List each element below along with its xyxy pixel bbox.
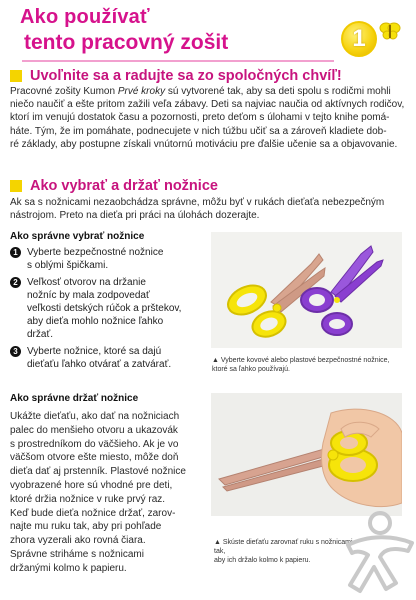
section-title: Uvoľnite sa a radujte sa zo spoločných chvíľ! [30,68,342,84]
text-line: s oblými špičkami. [27,260,109,271]
text-line: Ak sa s nožnicami nezaobchádza správne, môžu byť v rukách dieťaťa nebezpečným [10,197,385,208]
text-line: ktoré sa ľahko používajú. [212,366,290,373]
text-line: dieťa dať aj prstenník. Plastové nožnice [10,466,186,478]
section-square-icon [10,70,22,82]
book-title: Prvé kroky [117,86,166,97]
text-line: Pracovné zošity Kumon [10,86,116,97]
text-line: Vyberte bezpečnostné nožnice [27,247,164,258]
text-line: aby ich držalo kolmo k papieru. [214,557,311,564]
section-heading-relax [10,68,342,84]
section-heading-scissors [10,178,218,194]
text-line: veľkosti detských rúčok a prštekov, [27,303,182,314]
text-line: ktoré držia nožnice v ruke prvý raz. [10,493,166,505]
choose-steps [10,246,200,375]
text-line: Keď bude dieťa nožnice držať, zarov- [10,507,176,519]
hold-heading: Ako správne držať nožnice [10,393,139,404]
title-underline [22,60,334,62]
text-line: Správne strihá​me s nožnicami [10,548,144,560]
text-line: ▲ Skúste dieťaťu zarovnať ruku s nožnicami tak, [214,539,353,555]
step-number: 3 [10,346,21,357]
text-line: ▲ Vyberte kovové alebo plastové bezpečnostné nožnice, [212,357,390,364]
text-line: háte. Tým, že im pomáhate, podnecujete v nich túžbu učiť sa a zároveň kladiete dob- [10,125,387,137]
hold-paragraph [10,410,208,576]
intro-paragraph [10,85,406,151]
page-title-line1: Ako používať [20,6,150,28]
text-line: držanými kolmo k papieru. [10,562,127,574]
text-line: Veľkosť otvorov na držanie [27,277,146,288]
text-line: zhora vyzerali ako rovná čiara. [10,535,146,547]
page-number-badge: 1 [341,21,377,57]
text-line: palec do menšieho otvoru a ukazovák [10,424,178,436]
step-number: 1 [10,247,21,258]
text-line: dieťaťu ľahko otvárať a zatvárať. [27,359,172,370]
text-line: nástrojom. Preto na dieťa pri práci na úlohách dozerajte. [10,210,260,222]
text-line: Vyberte nožnice, ktoré sa dajú [27,346,162,357]
scissors-photo [211,232,402,348]
scissors-intro [10,196,406,222]
step-item [10,276,200,341]
photo-caption-1 [212,356,404,374]
text-line: nožníc by mala zodpovedať [27,290,150,301]
text-line: aby dieťa mohlo nožnice ľahko [27,316,164,327]
hand-scissors-photo [211,393,402,516]
text-line: niečo naučiť a ešte pritom zažili veľa zábavy. Deti sa najviac naučia od aktívnych rodičov, [10,99,405,111]
text-line: ré základy, aby postupne získali vnútornú motiváciu pre ďalšie učenie sa a objavovanie. [10,138,398,150]
text-line: väčšom otvore ešte miesto, môže doň [10,452,179,464]
page-title-line2: tento pracovný zošit [24,31,229,54]
section-title: Ako vybrať a držať nožnice [30,178,218,194]
hand-illustration [211,393,402,516]
text-line: vyobrazené hore sú vhodné pre deti, [10,479,173,491]
butterfly-icon [379,21,401,41]
kumon-figure-icon [338,505,416,600]
text-line: s prostredníkom do väčšieho. Ak je vo [10,438,179,450]
step-item [10,345,200,371]
text-line: sú vytvorené tak, aby sa deti spolu s rodičmi mohli [167,86,391,97]
choose-heading: Ako správne vybrať nožnice [10,231,145,242]
text-line: držať. [27,329,53,340]
text-line: Ukážte dieťaťu, ako dať na nožniciach [10,411,180,422]
step-number: 2 [10,277,21,288]
section-square-icon [10,180,22,192]
text-line: ktorí im venujú dostatok času a pozornosti, preto deťom s úlohami v tejto knihe pomá- [10,112,390,124]
text-line: najte mu ruku tak, aby pri pohľade [10,521,162,533]
scissors-illustration [211,232,402,348]
step-item [10,246,200,272]
